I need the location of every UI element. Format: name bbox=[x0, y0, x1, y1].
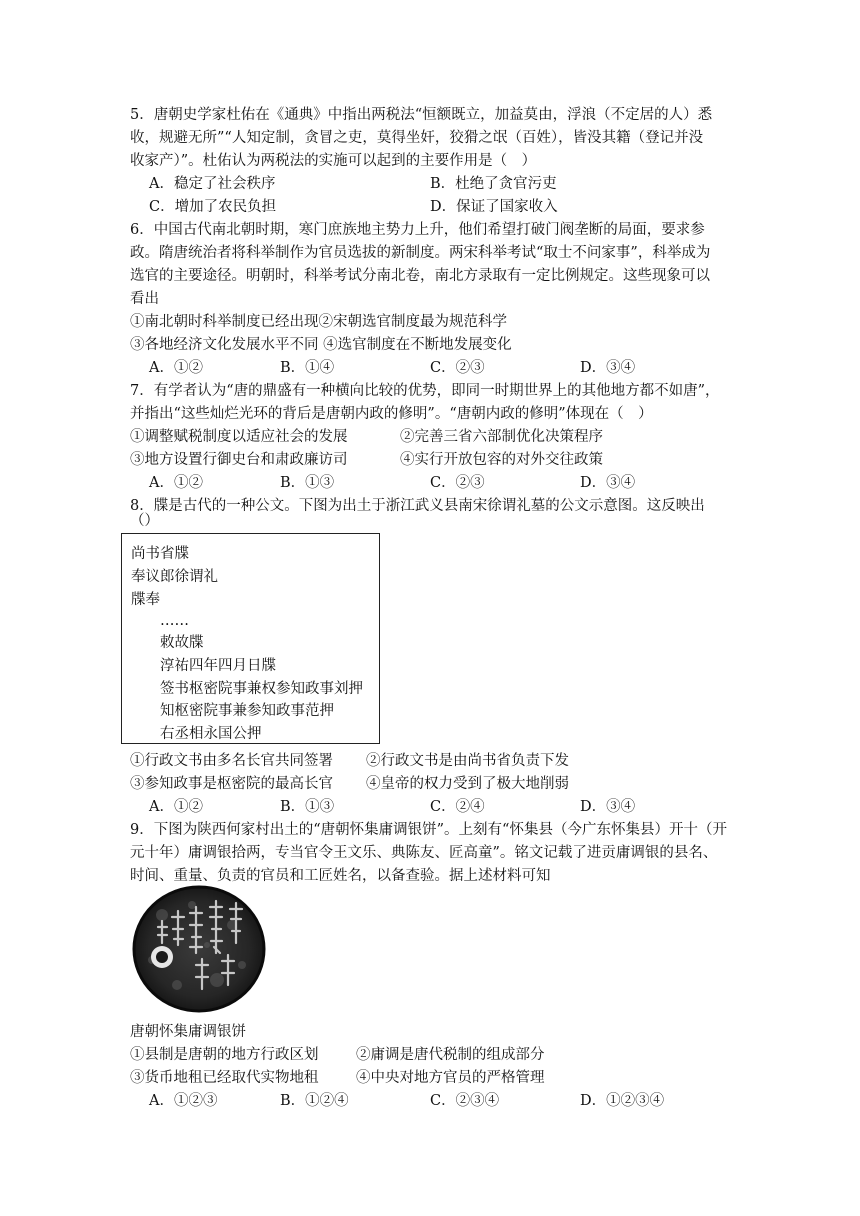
q8-stem-line-1: 8．牒是古代的一种公文。下图为出土于浙江武义县南宋徐谓礼墓的公文示意图。这反映出 bbox=[130, 498, 705, 514]
q7-stem-line-1: 7．有学者认为“唐的鼎盛有一种横向比较的优势，即同一时期世界上的其他地方都不如唐”， bbox=[130, 383, 720, 399]
document-line-2: 奉议郎徐谓礼 bbox=[131, 569, 218, 585]
q5-option-c[interactable]: C．增加了农民负担 bbox=[149, 199, 277, 215]
image-caption: 唐朝怀集庸调银饼 bbox=[130, 1024, 246, 1040]
q8-statement-1: ①行政文书由多名长官共同签署 bbox=[130, 753, 333, 769]
q6-stem-line-2: 政。隋唐统治者将科举制作为官员选拔的新制度。两宋科举考试“取士不问家事”，科举成为 bbox=[130, 245, 711, 261]
q7-statement-4: ④实行开放包容的对外交往政策 bbox=[400, 452, 603, 468]
q7-stem-line-2: 并指出“这些灿烂光环的背后是唐朝内政的修明”。“唐朝内政的修明”体现在（ ） bbox=[130, 406, 653, 422]
q6-statement-line-2: ③各地经济文化发展水平不同 ④选官制度在不断地发展变化 bbox=[130, 337, 512, 353]
document-line-8: 知枢密院事兼参知政事范押 bbox=[160, 703, 334, 719]
q9-option-b[interactable]: B．①②④ bbox=[280, 1093, 349, 1109]
q8-option-d[interactable]: D．③④ bbox=[580, 799, 636, 815]
q9-statement-2: ②庸调是唐代税制的组成部分 bbox=[356, 1047, 545, 1063]
q6-stem-line-4: 看出 bbox=[130, 291, 159, 307]
q5-option-b[interactable]: B．杜绝了贪官污吏 bbox=[430, 176, 557, 192]
q8-statement-2: ②行政文书是由尚书省负责下发 bbox=[366, 753, 569, 769]
official-document-box bbox=[121, 533, 380, 744]
q5-stem-line-2: 收，规避无所”“人知定制，贪冒之吏，莫得坐奸，狡猾之氓（百姓），皆没其籍（登记并没 bbox=[130, 130, 704, 146]
q5-stem-line-1: 5．唐朝史学家杜佑在《通典》中指出两税法“恒额既立，加益莫由，浮浪（不定居的人）悉 bbox=[130, 107, 713, 123]
document-line-6: 淳祐四年四月日牒 bbox=[160, 658, 276, 674]
q9-statement-3: ③货币地租已经取代实物地租 bbox=[130, 1070, 319, 1086]
q6-statement-line-1: ①南北朝时科举制度已经出现②宋朝选官制度最为规范科学 bbox=[130, 314, 507, 330]
q8-stem-line-2: （） bbox=[130, 513, 159, 529]
q9-stem-line-3: 时间、重量、负责的官员和工匠姓名，以备查验。据上述材料可知 bbox=[130, 868, 551, 884]
q6-stem-line-1: 6．中国古代南北朝时期，寒门庶族地主势力上升，他们希望打破门阀垄断的局面，要求参 bbox=[130, 222, 705, 238]
q5-stem-line-3: 收家产）”。杜佑认为两税法的实施可以起到的主要作用是（ ） bbox=[130, 153, 537, 169]
q6-option-d[interactable]: D．③④ bbox=[580, 360, 636, 376]
q9-statement-4: ④中央对地方官员的严格管理 bbox=[356, 1070, 545, 1086]
q8-option-c[interactable]: C．②④ bbox=[430, 799, 485, 815]
q7-option-c[interactable]: C．②③ bbox=[430, 475, 485, 491]
q6-stem-line-3: 选官的主要途径。明朝时，科举考试分南北卷，南北方录取有一定比例规定。这些现象可以 bbox=[130, 268, 710, 284]
q8-option-b[interactable]: B．①③ bbox=[280, 799, 335, 815]
q6-option-a[interactable]: A．①② bbox=[149, 360, 203, 376]
q6-option-c[interactable]: C．②③ bbox=[430, 360, 485, 376]
document-line-5: 敕故牒 bbox=[160, 635, 204, 651]
q7-statement-3: ③地方设置行御史台和肃政廉访司 bbox=[130, 452, 348, 468]
document-line-4: …… bbox=[160, 613, 189, 629]
q5-option-d[interactable]: D．保证了国家收入 bbox=[430, 199, 558, 215]
q7-statement-2: ②完善三省六部制优化决策程序 bbox=[400, 429, 603, 445]
q7-option-a[interactable]: A．①② bbox=[149, 475, 203, 491]
document-line-9: 右丞相永国公押 bbox=[160, 726, 262, 742]
q7-statement-1: ①调整赋税制度以适应社会的发展 bbox=[130, 429, 348, 445]
q9-stem-line-2: 元十年）庸调银拾两，专当官令王文乐、典陈友、匠高童”。铭文记载了进贡庸调银的县名、 bbox=[130, 845, 718, 861]
document-line-1: 尚书省牒 bbox=[131, 546, 189, 562]
q8-statement-3: ③参知政事是枢密院的最高长官 bbox=[130, 776, 333, 792]
q9-stem-line-1: 9．下图为陕西何家村出土的“唐朝怀集庸调银饼”。上刻有“怀集县（今广东怀集县）开十（开 bbox=[130, 822, 727, 838]
q7-option-b[interactable]: B．①③ bbox=[280, 475, 335, 491]
q8-option-a[interactable]: A．①② bbox=[149, 799, 203, 815]
q6-option-b[interactable]: B．①④ bbox=[280, 360, 335, 376]
q7-option-d[interactable]: D．③④ bbox=[580, 475, 636, 491]
q9-option-c[interactable]: C．②③④ bbox=[430, 1093, 500, 1109]
q5-option-a[interactable]: A．稳定了社会秩序 bbox=[149, 176, 276, 192]
document-line-7: 签书枢密院事兼权参知政事刘押 bbox=[160, 681, 363, 697]
q8-statement-4: ④皇帝的权力受到了极大地削弱 bbox=[366, 776, 569, 792]
q9-option-a[interactable]: A．①②③ bbox=[149, 1093, 218, 1109]
q9-statement-1: ①县制是唐朝的地方行政区划 bbox=[130, 1047, 319, 1063]
document-line-3: 牒奉 bbox=[131, 592, 160, 608]
silver-cake-rubbing-image bbox=[132, 885, 266, 1013]
q9-option-d[interactable]: D．①②③④ bbox=[580, 1093, 665, 1109]
